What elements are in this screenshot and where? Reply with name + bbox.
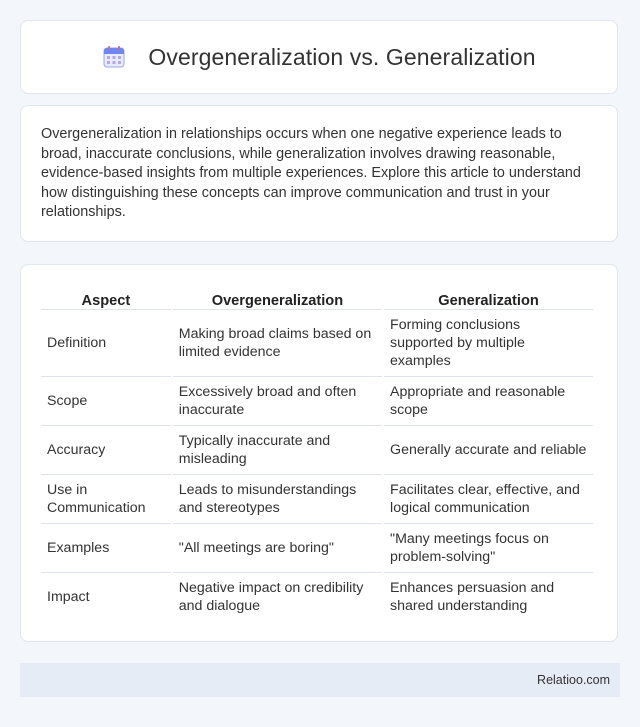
cell-overgeneralization: Typically inaccurate and misleading [173, 426, 382, 475]
table-header-row [41, 287, 593, 310]
cell-generalization: Forming conclusions supported by multiple examples [384, 310, 593, 377]
table-row [41, 524, 593, 573]
comparison-table-card [20, 264, 618, 642]
cell-generalization: "Many meetings focus on problem-solving" [384, 524, 593, 573]
cell-aspect: Use in Communication [41, 475, 171, 524]
cell-overgeneralization: Excessively broad and often inaccurate [173, 377, 382, 426]
cell-overgeneralization: Leads to misunderstandings and stereotypes [173, 475, 382, 524]
column-header-generalization: Generalization [384, 287, 593, 310]
cell-aspect: Impact [47, 589, 90, 605]
cell-generalization: Generally accurate and reliable [384, 426, 593, 475]
cell-aspect: Scope [41, 377, 171, 426]
cell-aspect: Definition [41, 310, 171, 377]
table-row [41, 573, 593, 621]
table-row [41, 377, 593, 426]
calendar-icon [102, 45, 126, 69]
cell-generalization: Enhances persuasion and shared understanding [390, 580, 555, 614]
footer [20, 663, 620, 697]
page-title: Overgeneralization vs. Generalization [148, 43, 536, 70]
cell-overgeneralization: "All meetings are boring" [173, 524, 382, 573]
table-row [41, 310, 593, 377]
intro-paragraph: Overgeneralization in relationships occurs when one negative experience leads to broad, inaccurate conclusions, while generalization involves drawing reasonable, evidence-based insights from multiple experiences. Explore this article to understand how distinguishing these concepts can improve communication and trust in your relationships. [41, 126, 581, 221]
cell-overgeneralization: Negative impact on credibility and dialogue [178, 580, 364, 614]
table-row [41, 426, 593, 475]
column-header-aspect: Aspect [41, 287, 171, 310]
intro-card [20, 105, 618, 242]
cell-aspect: Accuracy [41, 426, 171, 475]
footer-brand: Relatioo.com [537, 673, 610, 687]
comparison-table [39, 287, 595, 621]
column-header-overgeneralization: Overgeneralization [173, 287, 382, 310]
cell-overgeneralization: Making broad claims based on limited evidence [173, 310, 382, 377]
cell-generalization: Facilitates clear, effective, and logical communication [384, 475, 593, 524]
cell-generalization: Appropriate and reasonable scope [384, 377, 593, 426]
title-card [20, 20, 618, 94]
table-row [41, 475, 593, 524]
cell-aspect: Examples [41, 524, 171, 573]
